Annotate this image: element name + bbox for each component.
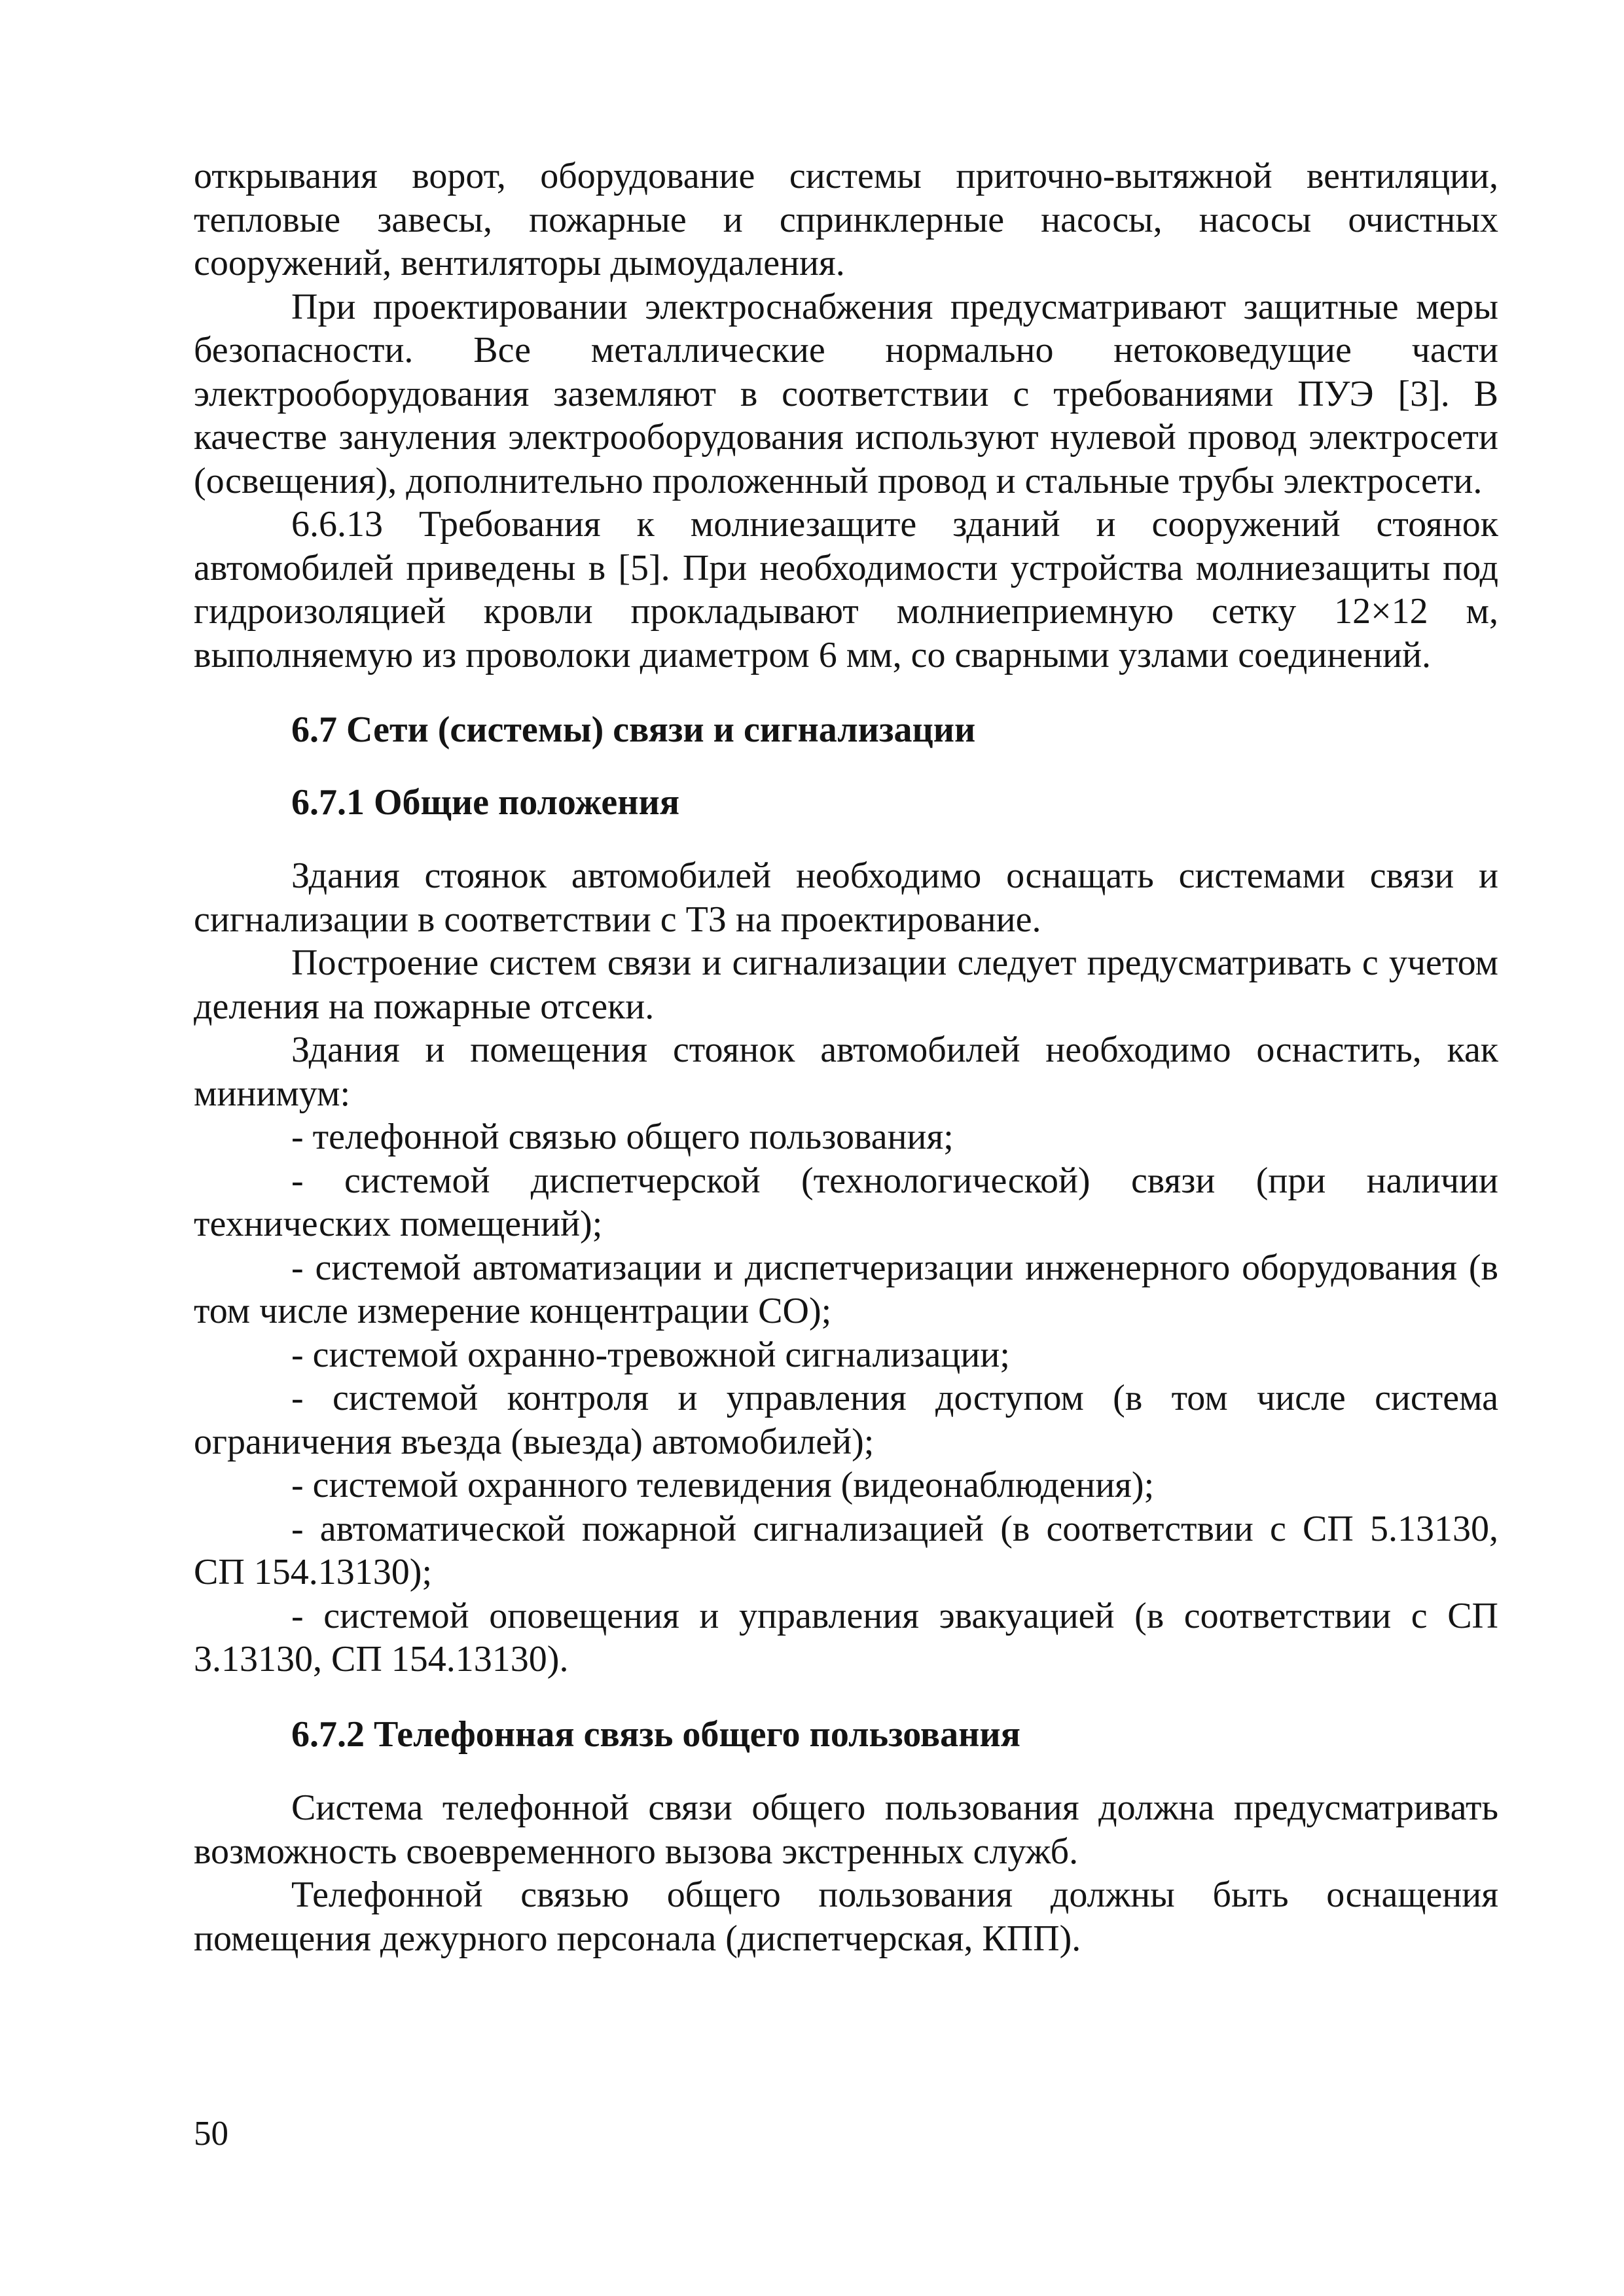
list-item-automation-dispatching: - системой автоматизации и диспетчеризации инженерного оборудования (в том числе измерение концентрации CO);: [194, 1247, 1498, 1331]
page-number: 50: [194, 2115, 228, 2153]
list-item-public-telephone: - телефонной связью общего пользования;: [291, 1117, 954, 1157]
paragraph-equip-requirement: Здания стоянок автомобилей необходимо оснащать системами связи и сигнализации в соответствии с ТЗ на проектирование.: [194, 855, 1498, 940]
paragraph-minimum-equipment: Здания и помещения стоянок автомобилей необходимо оснастить, как минимум:: [194, 1030, 1498, 1114]
heading-section-6-7-1: 6.7.1 Общие положения: [291, 781, 680, 823]
paragraph-emergency-calls: Система телефонной связи общего пользования должна предусматривать возможность своевременного вызова экстренных служб.: [194, 1787, 1498, 1872]
paragraph-duty-personnel: Телефонной связью общего пользования должны быть оснащения помещения дежурного персонала (диспетчерская, КПП).: [194, 1874, 1498, 1959]
paragraph-electrical-safety: При проектировании электроснабжения предусматривают защитные меры безопасности. Все металлические нормально нетоковедущие части электрооборудования заземляют в соответствии с требованиями ПУЭ [3]. В качестве зануления электрооборудования используют нулевой провод электросети (освещения), дополнительно проложенный провод и стальные трубы электросети.: [194, 286, 1498, 501]
list-item-access-control: - системой контроля и управления доступом (в том числе система ограничения въезда (выезда) автомобилей);: [194, 1378, 1498, 1462]
list-item-security-alarm: - системой охранно-тревожной сигнализации;: [291, 1334, 1010, 1375]
heading-section-6-7-2: 6.7.2 Телефонная связь общего пользования: [291, 1713, 1020, 1755]
list-item-evacuation-warning: - системой оповещения и управления эвакуацией (в соответствии с СП 3.13130, СП 154.13130).: [194, 1595, 1498, 1679]
list-item-fire-alarm: - автоматической пожарной сигнализацией (в соответствии с СП 5.13130, СП 154.13130);: [194, 1508, 1498, 1592]
list-item-dispatch-communication: - системой диспетчерской (технологической) связи (при наличии технических помещений);: [194, 1160, 1498, 1244]
paragraph-lightning-protection: 6.6.13 Требования к молниезащите зданий и сооружений стоянок автомобилей приведены в [5]. При необходимости устройства молниезащиты под гидроизоляцией кровли прокладывают молниеприемную сетку 12×12 м, выполняемую из проволоки диаметром 6 мм, со сварными узлами соединений.: [194, 504, 1498, 675]
paragraph-continuation-equipment: открывания ворот, оборудование системы приточно-вытяжной вентиляции, тепловые завесы, пожарные и спринклерные насосы, насосы очистных сооружений, вентиляторы дымоудаления.: [194, 156, 1498, 283]
page-body: [194, 154, 1498, 1960]
heading-section-6-7: 6.7 Сети (системы) связи и сигнализации: [291, 709, 976, 750]
list-item-cctv: - системой охранного телевидения (видеонаблюдения);: [291, 1465, 1155, 1505]
paragraph-fire-compartments: Построение систем связи и сигнализации следует предусматривать с учетом деления на пожарные отсеки.: [194, 942, 1498, 1027]
